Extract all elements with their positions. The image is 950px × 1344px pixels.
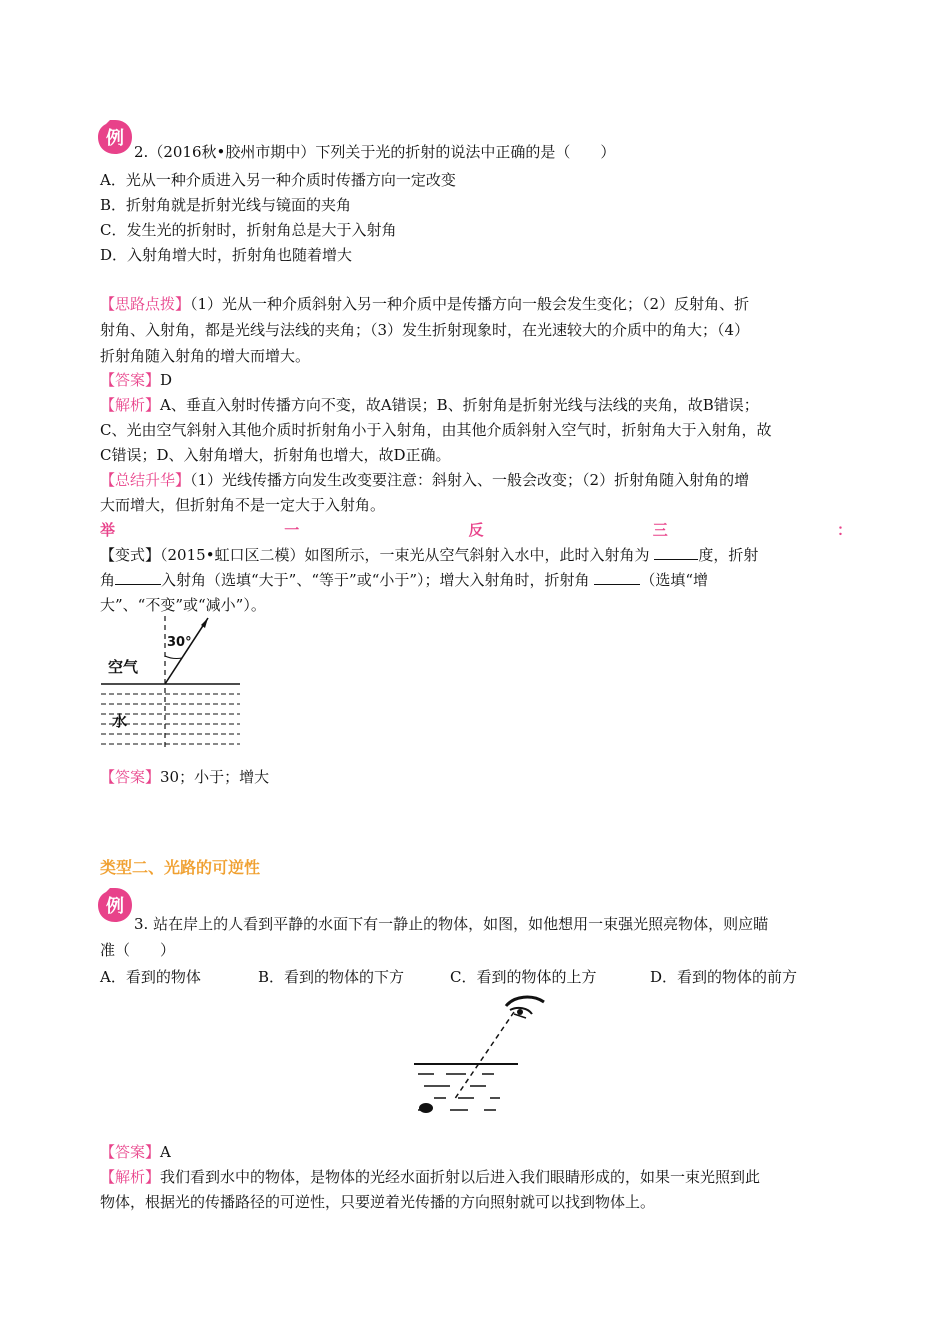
example-badge-icon	[96, 118, 134, 156]
answer-2	[100, 370, 172, 390]
answer-value: D	[160, 371, 173, 389]
question-number: 3.	[134, 915, 149, 933]
option-a: A．看到的物体	[100, 968, 201, 986]
answer-tag: 【答案】	[100, 768, 161, 786]
summary-tag: 【总结升华】	[100, 471, 191, 489]
variant-line-3: 大”、“不变”或“减小”）。	[100, 596, 266, 614]
refraction-figure	[98, 612, 244, 754]
water-label: 水	[112, 712, 128, 730]
question-text: （2016秋•胶州市期中）下列关于光的折射的说法中正确的是（ ）	[148, 143, 616, 161]
option-a: A．光从一种介质进入另一种介质时传播方向一定改变	[100, 171, 456, 189]
variant-tag: 【变式】	[100, 546, 161, 564]
analysis-tag: 【解析】	[100, 396, 161, 414]
variant-line-2: 角 入射角（选填“大于”、“等于”或“小于”）；增大入射角时，折射角 （选填“增	[100, 571, 708, 589]
analysis-line-1: 【解析】A、垂直入射时传播方向不变，故A错误；B、折射角是折射光线与法线的夹角，故B错误；	[100, 396, 759, 414]
answer-tag: 【答案】	[100, 1143, 161, 1161]
question-2	[134, 142, 615, 162]
fill-blank-2[interactable]	[115, 570, 161, 585]
analysis-3-line-1: 【解析】我们看到水中的物体，是物体的光经水面折射以后进入我们眼睛形成的，如果一束光照到此	[100, 1168, 761, 1186]
option-d: D．看到的物体的前方	[650, 968, 798, 986]
fill-blank-1[interactable]	[654, 545, 698, 560]
answer-value: A	[160, 1143, 171, 1161]
angle-arc	[165, 656, 182, 659]
example-badge-label: 例	[106, 128, 124, 149]
hint-line-3: 折射角随入射角的增大而增大。	[100, 347, 311, 365]
option-c: C．看到的物体的上方	[450, 968, 597, 986]
answer-tag: 【答案】	[100, 371, 161, 389]
sight-line	[454, 1012, 514, 1100]
air-label: 空气	[108, 658, 139, 676]
option-b: B．看到的物体的下方	[258, 968, 405, 986]
object-icon	[419, 1103, 433, 1113]
analysis-line-2: C、光由空气斜射入其他介质时折射角小于入射角，由其他介质斜射入空气时，折射角大于入射角，故	[100, 421, 772, 439]
incident-ray	[165, 618, 208, 684]
question-number: 2.	[134, 143, 149, 161]
hint-line-1: 【思路点拨】（1）光从一种介质斜射入另一种介质中是传播方向一般会发生变化；（2）反射角、折	[100, 295, 750, 313]
analogy-banner: 举 一 反 三 ：	[100, 521, 852, 539]
question-3-line-2: 准（ ）	[100, 941, 176, 959]
option-c: C．发生光的折射时，折射角总是大于入射角	[100, 221, 397, 239]
answer-value: 30；小于；增大	[160, 768, 270, 786]
example-badge-label: 例	[106, 896, 124, 917]
analysis-line-3: C错误；D、入射角增大，折射角也增大，故D正确。	[100, 446, 451, 464]
observer-figure	[410, 988, 560, 1128]
section-heading: 类型二、光路的可逆性	[100, 858, 261, 877]
angle-label: 30°	[167, 635, 192, 650]
example-badge-icon	[96, 886, 134, 924]
fill-blank-3[interactable]	[594, 570, 640, 585]
summary-line-1: 【总结升华】（1）光线传播方向发生改变要注意：斜射入、一般会改变；（2）折射角随入射角的增	[100, 471, 750, 489]
option-d: D．入射角增大时，折射角也随着增大	[100, 246, 353, 264]
answer-3	[100, 1142, 171, 1162]
variant-answer	[100, 767, 269, 787]
question-3-line-1	[134, 914, 768, 934]
analysis-tag: 【解析】	[100, 1168, 161, 1186]
hint-line-2: 射角、入射角，都是光线与法线的夹角；（3）发生折射现象时，在光速较大的介质中的角大；（4）	[100, 321, 750, 339]
summary-line-2: 大而增大，但折射角不是一定大于入射角。	[100, 496, 386, 514]
hint-tag: 【思路点拨】	[100, 295, 191, 313]
option-b: B．折射角就是折射光线与镜面的夹角	[100, 196, 352, 214]
analysis-3-line-2: 物体，根据光的传播路径的可逆性，只要逆着光传播的方向照射就可以找到物体上。	[100, 1193, 656, 1211]
question-text: 站在岸上的人看到平静的水面下有一静止的物体，如图，如他想用一束强光照亮物体，则应瞄	[153, 915, 769, 933]
variant-line-1: 【变式】（2015•虹口区二模）如图所示，一束光从空气斜射入水中，此时入射角为 度，折射	[100, 546, 759, 564]
